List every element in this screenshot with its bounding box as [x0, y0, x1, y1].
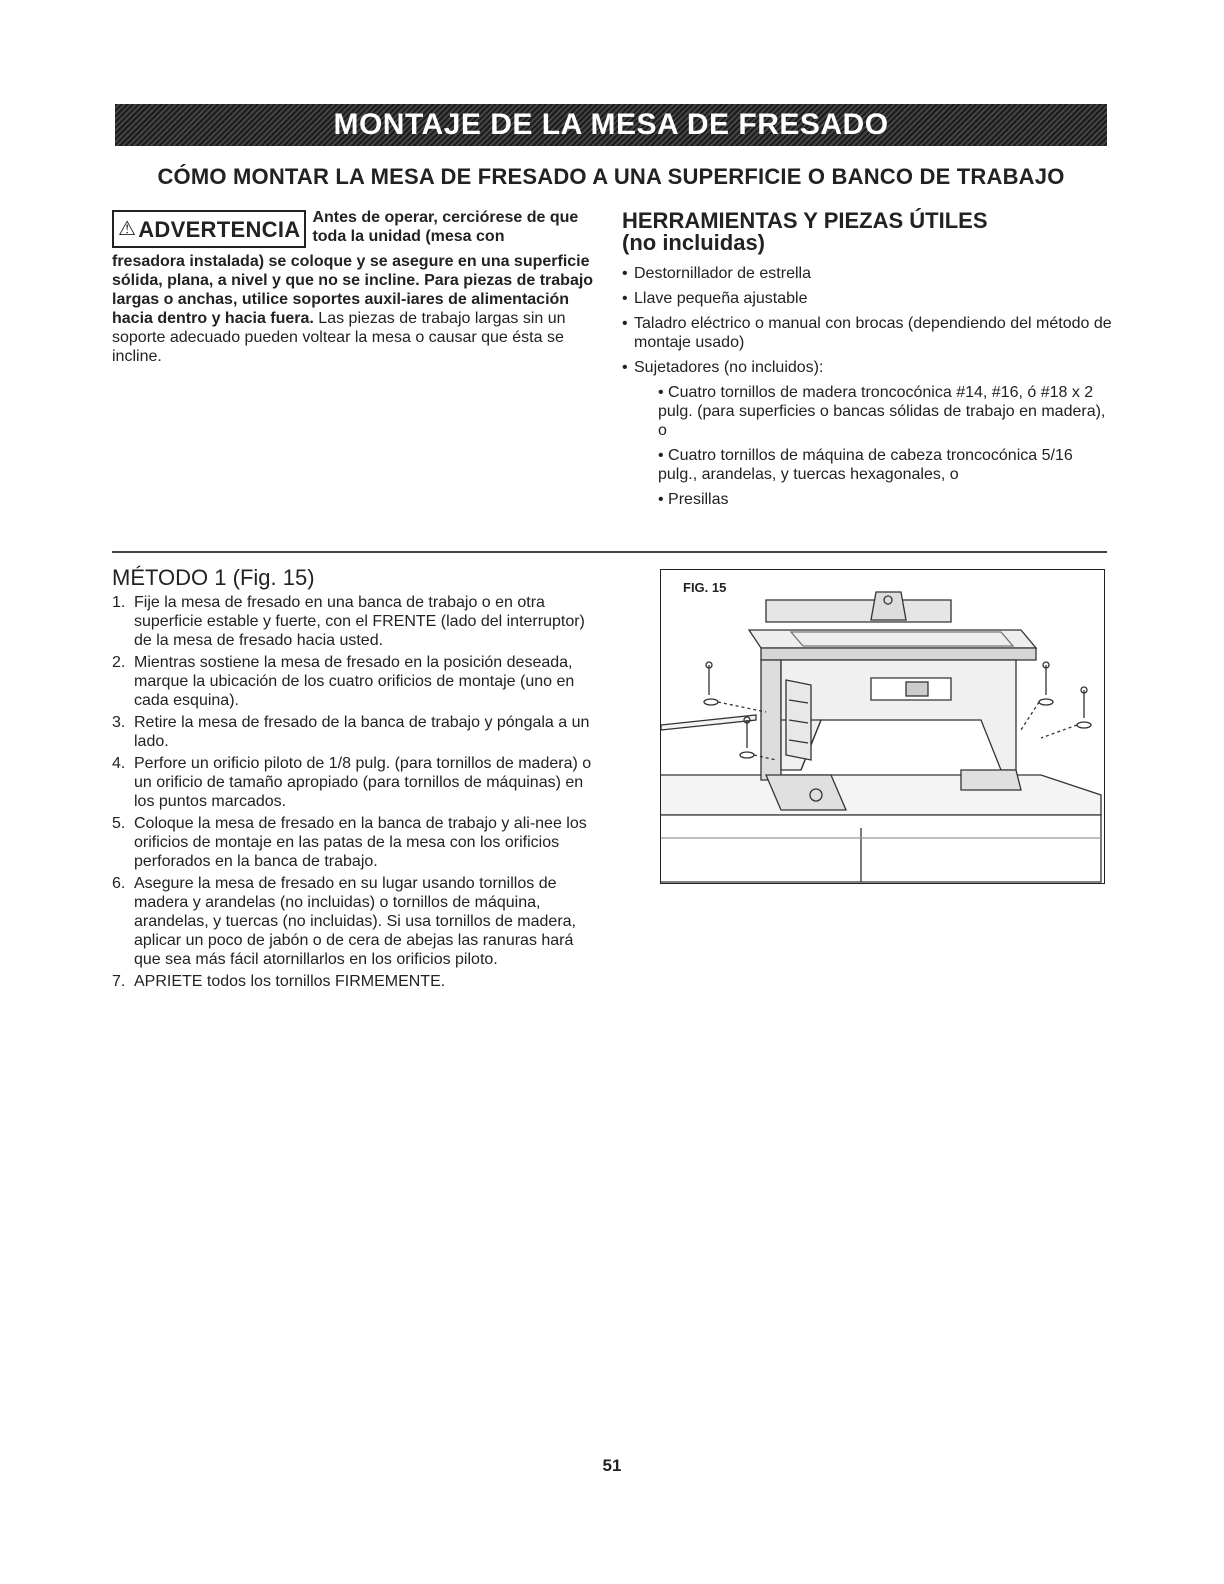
fasteners-list — [658, 383, 1112, 509]
figure-15 — [660, 569, 1105, 884]
page-subtitle: CÓMO MONTAR LA MESA DE FRESADO A UNA SUPERFICIE O BANCO DE TRABAJO — [157, 164, 1065, 189]
step-text: Asegure la mesa de fresado en su lugar usando tornillos de madera y arandelas (no incluidas) o tornillos de máquina, arandelas, y tuercas (no incluidas). Si usa tornillos de madera, aplicar un poco de jabón o de cera de abejas las ranuras hará que sea más fácil atornillarlos en los orificios piloto. — [134, 875, 576, 968]
warning-body — [112, 252, 598, 366]
tools-list — [622, 264, 1112, 377]
step-item — [112, 754, 598, 811]
step-item — [112, 972, 598, 991]
step-number: 7. — [112, 973, 126, 990]
fastener-item: • Cuatro tornillos de madera troncocónica #14, #16, ó #18 x 2 pulg. (para superficies o bancas sólidas de trabajo en madera), o — [658, 384, 1106, 439]
step-item — [112, 713, 598, 751]
step-number: 3. — [112, 714, 126, 731]
tools-heading-line1: HERRAMIENTAS Y PIEZAS ÚTILES — [622, 208, 988, 233]
warning-lead-text: Antes de operar, cerciórese de que toda la unidad (mesa con — [312, 209, 579, 245]
tool-item: • Llave pequeña ajustable — [622, 289, 1112, 308]
method-section — [112, 565, 598, 994]
warning-bold-text: fresadora instalada) se coloque y se asegure en una superficie sólida, plana, a nivel y que no se incline. Para piezas de trabajo largas o anchas, utilice soportes auxil-iares de alimentación hacia dentro y hacia fuera. — [112, 253, 594, 327]
tools-section — [622, 210, 1112, 515]
warning-label: ADVERTENCIA — [138, 216, 301, 242]
fastener-item: • Presillas — [658, 491, 729, 508]
section-banner — [115, 104, 1107, 146]
warning-section — [112, 210, 598, 366]
figure-label: FIG. 15 — [683, 580, 727, 595]
step-item — [112, 593, 598, 650]
step-number: 6. — [112, 875, 126, 892]
warning-normal-text: Las piezas de trabajo largas sin un soporte adecuado pueden voltear la mesa o causar que ésta se incline. — [112, 310, 566, 365]
banner-title: MONTAJE DE LA MESA DE FRESADO — [333, 108, 889, 141]
fastener-item: • Cuatro tornillos de máquina de cabeza troncocónica 5/16 pulg., arandelas, y tuercas hexagonales, o — [658, 447, 1073, 483]
tools-heading — [622, 210, 1112, 254]
method-heading: MÉTODO 1 (Fig. 15) — [112, 565, 315, 590]
step-number: 4. — [112, 755, 126, 772]
section-divider — [112, 551, 1107, 553]
step-item — [112, 653, 598, 710]
tools-heading-line2: (no incluidas) — [622, 230, 765, 255]
warning-label-box — [112, 210, 306, 248]
warning-triangle-icon: ⚠ — [118, 217, 137, 240]
step-text: Perfore un orificio piloto de 1/8 pulg. (para tornillos de madera) o un orificio de tamaño apropiado (para tornillos de máquinas) en los puntos marcados. — [134, 755, 592, 810]
warning-header — [112, 210, 598, 248]
router-table-illustration — [661, 570, 1105, 884]
tool-item: • Destornillador de estrella — [622, 264, 1112, 283]
step-text: Retire la mesa de fresado de la banca de trabajo y póngala a un lado. — [134, 714, 590, 750]
page-number: 51 — [602, 1456, 622, 1475]
step-number: 2. — [112, 654, 126, 671]
step-text: Fije la mesa de fresado en una banca de trabajo o en otra superficie estable y fuerte, con el FRENTE (lado del interruptor) de la mesa de fresado hacia usted. — [134, 594, 585, 649]
step-item — [112, 874, 598, 969]
tool-item: • Taladro eléctrico o manual con brocas (dependiendo del método de montaje usado) — [622, 314, 1112, 352]
step-number: 1. — [112, 594, 126, 611]
step-text: Mientras sostiene la mesa de fresado en la posición deseada, marque la ubicación de los cuatro orificios de montaje (uno en cada esquina). — [134, 654, 575, 709]
step-item — [112, 814, 598, 871]
method-steps — [112, 593, 598, 991]
tool-item: • Sujetadores (no incluidos): — [622, 358, 1112, 377]
step-number: 5. — [112, 815, 126, 832]
step-text: APRIETE todos los tornillos FIRMEMENTE. — [134, 973, 446, 990]
step-text: Coloque la mesa de fresado en la banca de trabajo y ali-nee los orificios de montaje en las patas de la mesa con los orificios perforados en la banca de trabajo. — [134, 815, 587, 870]
